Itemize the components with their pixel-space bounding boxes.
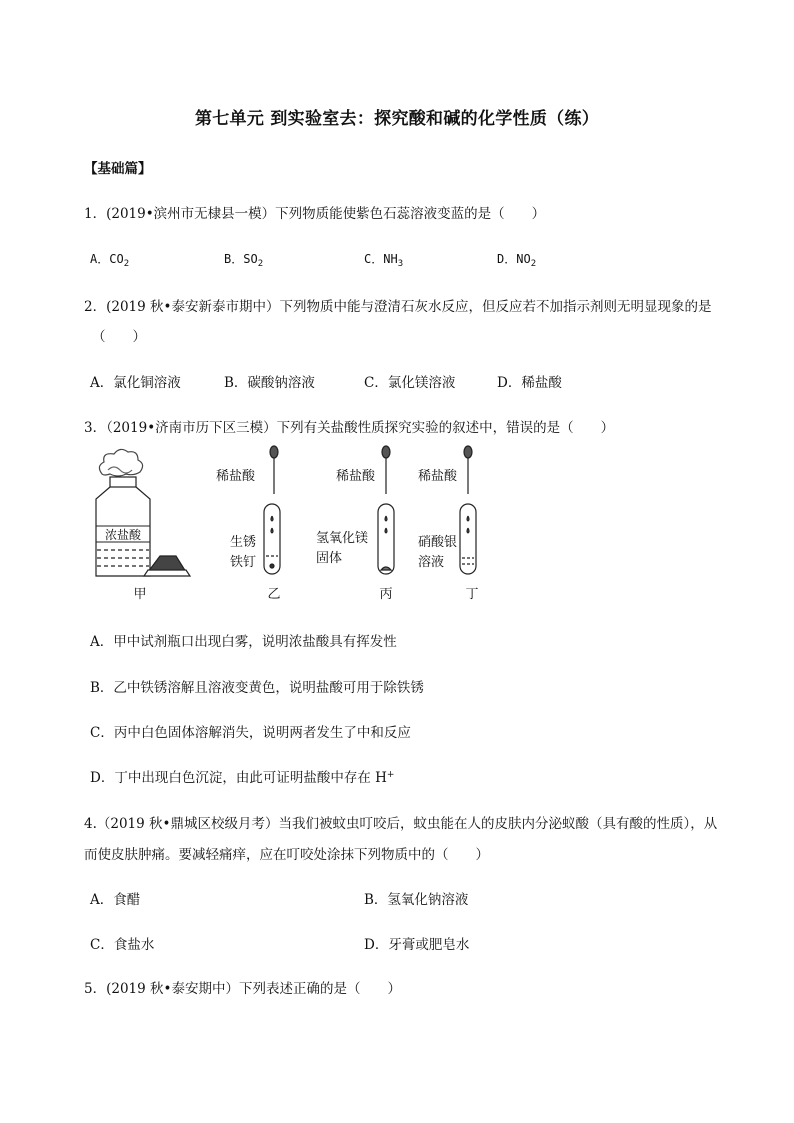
subscript: 2	[530, 259, 537, 269]
dropper-label-bing: 稀盐酸	[336, 469, 376, 484]
caption-bing: 丙	[379, 587, 393, 602]
question-4-option-a[interactable]: A．食醋	[90, 892, 141, 908]
drop	[385, 516, 387, 521]
dropper-label-ding: 稀盐酸	[418, 469, 458, 484]
bottle-neck	[110, 477, 136, 487]
setup-ding	[460, 446, 476, 574]
question-2-stem-line2: （ ）	[92, 329, 146, 345]
question-4-stem-line1: 4.（2019 秋•鼎城区校级月考）当我们被蚊虫叮咬后，蚊虫能在人的皮肤内分泌蚁酸（具有酸的性质），从	[84, 816, 718, 832]
question-4-option-d[interactable]: D．牙膏或肥皂水	[364, 937, 470, 953]
question-3-stem: 3．（2019•济南市历下区三模）下列有关盐酸性质探究实验的叙述中，错误的是（ ）	[84, 420, 615, 436]
ding-label-line1: 硝酸银	[418, 535, 458, 550]
subscript: 2	[257, 259, 264, 269]
bottle-jia	[96, 449, 190, 576]
drop	[271, 528, 273, 533]
subscript: 2	[123, 259, 130, 269]
stopper-base	[144, 570, 190, 576]
vapor-cloud	[99, 449, 142, 476]
question-2-option-d[interactable]: D．稀盐酸	[497, 375, 562, 391]
question-4-stem-line2: 而使皮肤肿痛。要减轻痛痒，应在叮咬处涂抹下列物质中的（ ）	[84, 847, 489, 863]
setup-yi	[264, 446, 280, 574]
caption-yi: 乙	[267, 587, 281, 602]
caption-ding: 丁	[465, 587, 479, 602]
question-1-option-d[interactable]	[497, 250, 536, 269]
question-1-option-b[interactable]	[224, 250, 263, 269]
caption-jia: 甲	[133, 587, 147, 602]
page-title: 第七单元 到实验室去：探究酸和碱的化学性质（练）	[194, 109, 600, 129]
dropper-bulb	[270, 446, 278, 458]
question-3-option-b[interactable]: B．乙中铁锈溶解且溶液变黄色，说明盐酸可用于除铁锈	[90, 680, 424, 696]
option-text: D．NO	[497, 252, 531, 266]
setup-bing	[378, 446, 394, 574]
nail	[270, 564, 274, 568]
question-4-option-c[interactable]: C．食盐水	[90, 937, 155, 953]
drop	[467, 528, 469, 533]
question-1-option-a[interactable]	[90, 250, 129, 269]
vapor-swirl	[108, 467, 132, 473]
question-1-option-c[interactable]	[364, 250, 403, 269]
superscript: +	[386, 770, 395, 780]
question-2-option-b[interactable]: B．碳酸钠溶液	[224, 375, 315, 391]
question-4-option-b[interactable]: B．氢氧化钠溶液	[364, 892, 469, 908]
section-heading: 【基础篇】	[84, 161, 152, 177]
solid	[381, 567, 391, 570]
question-1-stem: 1．(2019•滨州市无棣县一模）下列物质能使紫色石蕊溶液变蓝的是（ ）	[84, 206, 546, 222]
ding-label-line2: 溶液	[418, 555, 445, 570]
subscript: 3	[397, 259, 404, 269]
option-text: D．丁中出现白色沉淀，由此可证明盐酸中存在 H	[90, 770, 387, 786]
dropper-bulb	[382, 446, 390, 458]
question-3-option-a[interactable]: A．甲中试剂瓶口出现白雾，说明浓盐酸具有挥发性	[90, 634, 397, 650]
q3-experiment-figure	[84, 444, 524, 612]
question-2-option-c[interactable]: C．氯化镁溶液	[364, 375, 456, 391]
drop	[385, 528, 387, 533]
bing-label-line1: 氢氧化镁	[316, 531, 369, 546]
yi-label-line1: 生锈	[230, 535, 257, 550]
yi-label-line2: 铁钉	[230, 555, 257, 570]
question-3-option-c[interactable]: C．丙中白色固体溶解消失，说明两者发生了中和反应	[90, 725, 411, 741]
question-2-option-a[interactable]: A．氯化铜溶液	[90, 375, 181, 391]
option-text: A．CO	[90, 252, 124, 266]
dropper-label-yi: 稀盐酸	[216, 469, 256, 484]
option-text: B．SO	[224, 252, 258, 266]
drop	[467, 516, 469, 521]
dropper-bulb	[464, 446, 472, 458]
question-3-option-d[interactable]	[90, 766, 394, 786]
bottle-label: 浓盐酸	[104, 528, 142, 542]
test-tube	[378, 504, 394, 574]
drop	[271, 516, 273, 521]
option-text: C．NH	[364, 252, 398, 266]
bing-label-line2: 固体	[316, 551, 343, 566]
question-5-stem: 5．(2019 秋•泰安期中）下列表述正确的是（ ）	[84, 981, 401, 997]
question-2-stem-line1: 2．(2019 秋•泰安新泰市期中）下列物质中能与澄清石灰水反应，但反应若不加指示剂则无明显现象的是	[84, 299, 712, 315]
